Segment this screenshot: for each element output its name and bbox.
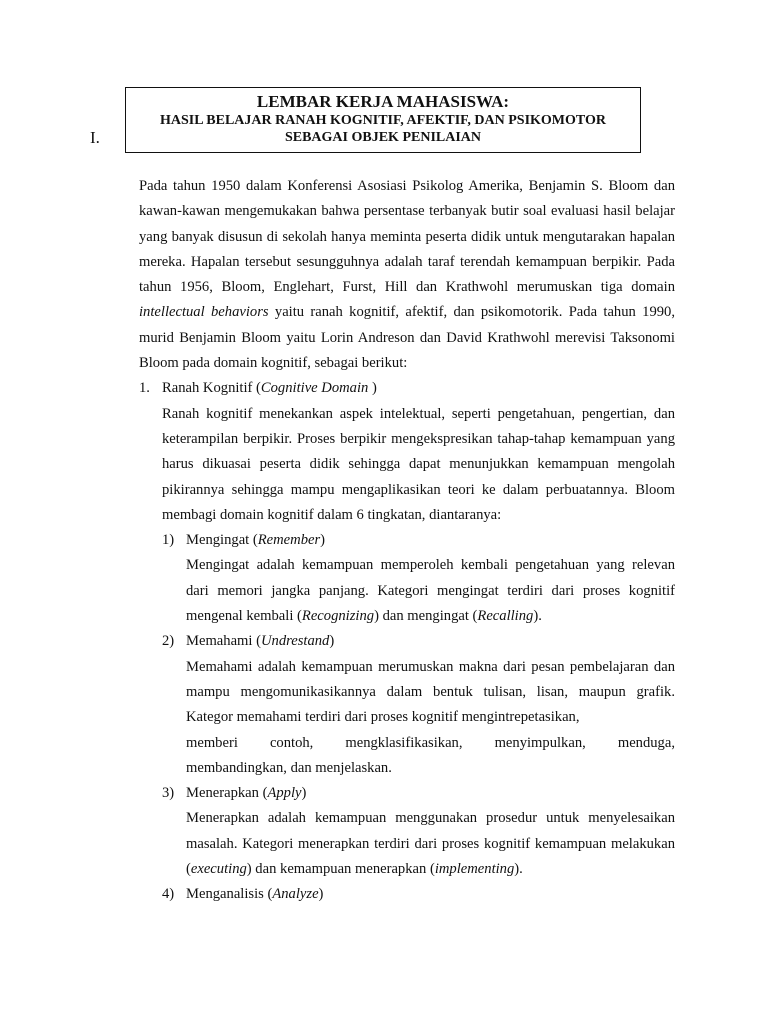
domain-item-cognitive	[139, 376, 675, 528]
level-desc-text: ) dan kemampuan menerapkan (	[246, 861, 435, 878]
level-heading	[186, 781, 675, 806]
level-label-end: )	[329, 633, 335, 650]
section-number: I.	[90, 128, 100, 147]
level-description-examples: memberi contoh, mengklasifikasikan, menyimpulkan, menduga,	[186, 734, 675, 751]
level-heading	[186, 882, 675, 907]
level-number: 1)	[162, 532, 175, 549]
level-label: Menerapkan (	[186, 785, 268, 802]
level-description: Memahami adalah kemampuan merumuskan makna dari pesan pembelajaran dan mampu mengomunikasikannya dalam bentuk tulisan, lisan, maupun grafik. Kategor memahami terdiri dari proses kognitif mengintrepetasikan,	[186, 658, 675, 726]
intro-paragraph	[139, 174, 675, 376]
level-description	[186, 553, 675, 629]
domain-label: Ranah Kognitif (	[162, 380, 261, 397]
level-desc-italic: Recognizing	[301, 608, 375, 625]
level-description	[186, 806, 675, 882]
intro-text-part2: yaitu ranah kognitif, afektif, dan psikomotorik. Pada tahun 1990, murid Benjamin Bloom yaitu Lorin Andreson dan David Krathwohl merevisi Taksonomi Bloom pada domain kognitif, sebagai berikut:	[139, 304, 676, 372]
worksheet-subtitle-line1: HASIL BELAJAR RANAH KOGNITIF, AFEKTIF, DAN PSIKOMOTOR	[159, 113, 606, 128]
level-number: 3)	[162, 785, 175, 802]
level-item-apply	[139, 781, 675, 882]
domain-label-end: )	[368, 380, 377, 397]
level-desc-text: ).	[533, 608, 542, 625]
worksheet-title: LEMBAR KERJA MAHASISWA:	[256, 92, 510, 111]
level-number: 2)	[162, 633, 175, 650]
level-desc-italic: Recalling	[477, 608, 534, 625]
level-label-end: )	[320, 532, 326, 549]
level-label-end: )	[318, 886, 324, 903]
level-desc-text: ).	[514, 861, 523, 878]
level-desc-text: Menerapkan adalah kemampuan menggunakan prosedur untuk menyelesaikan masalah. Kategori menerapkan terdiri dari proses kognitif kemampuan melakukan (	[186, 810, 675, 878]
level-label: Menganalisis (	[186, 886, 273, 903]
level-desc-italic: executing	[190, 861, 247, 878]
level-desc-text: Mengingat adalah kemampuan memperoleh kembali pengetahuan yang relevan dari memori jangka panjang. Kategori mengingat terdiri dari proses kognitif mengenal kembali (	[186, 557, 675, 625]
level-label-italic: Undrestand	[260, 633, 330, 650]
body-text	[139, 174, 675, 908]
level-label-end: )	[301, 785, 307, 802]
domain-label-italic: Cognitive Domain	[260, 380, 369, 397]
level-desc-italic: implementing	[434, 861, 515, 878]
worksheet-subtitle-line2: SEBAGAI OBJEK PENILAIAN	[284, 130, 482, 145]
level-heading	[186, 528, 675, 553]
level-desc-text: ) dan mengingat (	[374, 608, 478, 625]
list-number: 1.	[139, 380, 150, 397]
level-item-understand	[139, 629, 675, 781]
level-item-analyze	[139, 882, 675, 907]
level-label: Mengingat (	[186, 532, 258, 549]
level-label-italic: Apply	[267, 785, 302, 802]
domain-description: Ranah kognitif menekankan aspek intelektual, seperti pengetahuan, pengertian, dan keterampilan berpikir. Proses berpikir mengekspresikan tahap-tahap kemampuan yang harus dikuasai peserta didik sehingga dapat menunjukkan kemampuan mengolah pikirannya sehingga mampu mengaplikasikan teori ke dalam perbuatannya. Bloom membagi domain kognitif dalam 6 tingkatan, diantaranya:	[162, 405, 675, 523]
level-number: 4)	[162, 886, 175, 903]
level-label-italic: Analyze	[272, 886, 319, 903]
level-label-italic: Remember	[257, 532, 321, 549]
domain-heading	[162, 376, 675, 401]
level-item-remember	[139, 528, 675, 629]
title-box	[125, 87, 641, 153]
level-description-end: membandingkan, dan menjelaskan.	[186, 759, 392, 776]
level-label: Memahami (	[186, 633, 261, 650]
intro-italic-term: intellectual behaviors	[139, 304, 269, 321]
intro-text-part1: Pada tahun 1950 dalam Konferensi Asosiasi Psikolog Amerika, Benjamin S. Bloom dan kawan-kawan mengemukakan bahwa persentase terbanyak butir soal evaluasi hasil belajar yang banyak disusun di sekolah hanya meminta peserta didik untuk mengutarakan hapalan mereka. Hapalan tersebut sesungguhnya adalah taraf terendah kemampuan berpikir. Pada tahun 1956, Bloom, Englehart, Furst, Hill dan Krathwohl merumuskan tiga domain	[139, 178, 675, 296]
level-heading	[186, 629, 675, 654]
